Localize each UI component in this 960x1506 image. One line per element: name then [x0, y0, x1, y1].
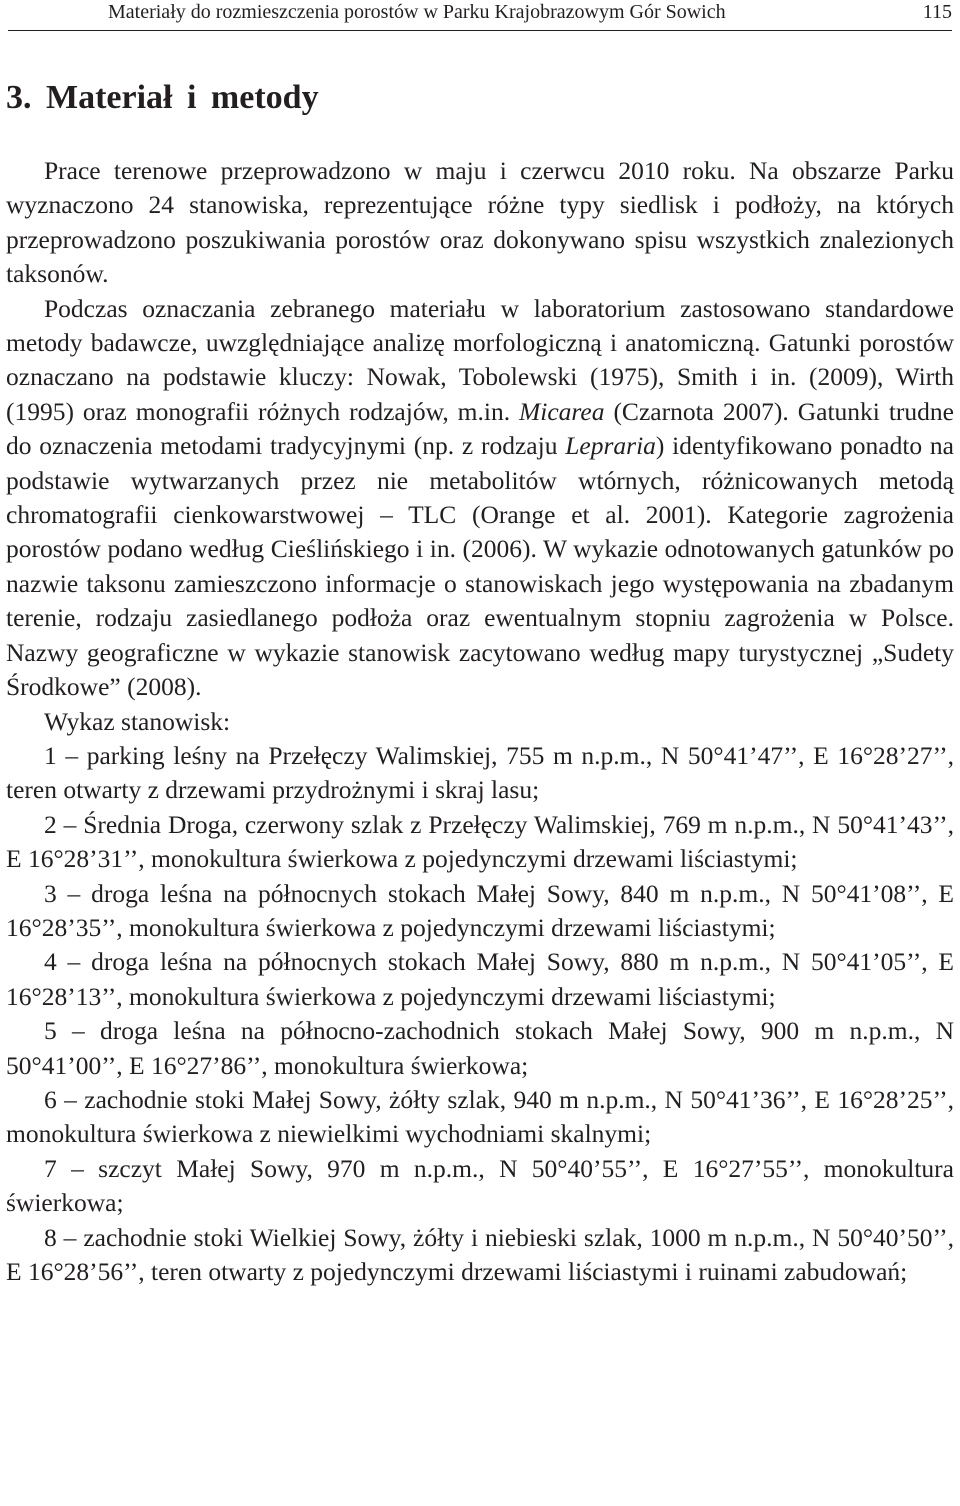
body-text	[6, 154, 954, 1289]
text-run: ) identyfikowano ponadto na podstawie wytwarzanych przez nie metabolitów wtórnych, różnicowanych metodą chromatografii cienkowarstwowej – TLC (Orange et al. 2001). Kategorie zagrożenia porostów podano według Cieślińskiego i in. (2006). W wykazie odnotowanych gatunków po nazwie taksonu zamieszczono informacje o stanowiskach jego występowania na zbadanym terenie, rodzaju zasiedlanego podłoża oraz ewentualnym stopniu zagrożenia w Polsce. Nazwy geograficzne w wykazie stanowisk zacytowano według mapy turystycznej „Sudety Środkowe” (2008).	[6, 431, 954, 702]
paragraph-fieldwork: Prace terenowe przeprowadzono w maju i czerwcu 2010 roku. Na obszarze Parku wyznaczono 24 stanowiska, reprezentujące różne typy siedlisk i podłoży, na których przeprowadzono poszukiwania porostów oraz dokonywano spisu wszystkich znalezionych taksonów.	[6, 156, 954, 289]
section-title: 3. Materiał i metody	[6, 79, 319, 116]
running-title: Materiały do rozmieszczenia porostów w Parku Krajobrazowym Gór Sowich	[108, 1, 726, 23]
page-number: 115	[922, 1, 952, 23]
text-run: (Czarnota 2007). Gatunki trudne do oznaczenia metodami tradycyjnymi (np. z rodzaju	[6, 396, 954, 461]
paragraph-lab-methods	[6, 292, 954, 705]
running-head	[8, 0, 952, 31]
text-run: Podczas oznaczania zebranego materiału w laboratorium zastosowano standardowe metody badawcze, uwzględniające analizę morfologiczną i anatomiczną. Gatunki porostów oznaczano na podstawie kluczy: Nowak, Tobolewski (1975), Smith i in. (2009), Wirth (1995) oraz monografii różnych rodzajów, m.in.	[6, 293, 954, 426]
sites-heading: Wykaz stanowisk:	[44, 706, 231, 736]
site-entry: 3 – droga leśna na północnych stokach Małej Sowy, 840 m n.p.m., N 50°41’08’’, E 16°28’35’’, monokultura świerkowa z pojedynczymi drzewami liściastymi;	[6, 878, 954, 942]
site-entry: 6 – zachodnie stoki Małej Sowy, żółty szlak, 940 m n.p.m., N 50°41’36’’, E 16°28’25’’, monokultura świerkowa z niewielkimi wychodniami skalnymi;	[6, 1084, 954, 1149]
site-entry: 2 – Średnia Droga, czerwony szlak z Przełęczy Walimskiej, 769 m n.p.m., N 50°41’43’’, E 16°28’31’’, monokultura świerkowa z pojedynczymi drzewami liściastymi;	[6, 809, 954, 874]
genus-name: Micarea	[519, 396, 605, 426]
site-entry: 1 – parking leśny na Przełęczy Walimskiej, 755 m n.p.m., N 50°41’47’’, E 16°28’27’’, teren otwarty z drzewami przydrożnymi i skraj lasu;	[6, 740, 954, 805]
site-entry: 7 – szczyt Małej Sowy, 970 m n.p.m., N 50°40’55’’, E 16°27’55’’, monokultura świerkowa;	[6, 1153, 954, 1218]
genus-name: Lepraria	[565, 431, 656, 461]
site-entry: 8 – zachodnie stoki Wielkiej Sowy, żółty i niebieski szlak, 1000 m n.p.m., N 50°40’50’’, E 16°28’56’’, teren otwarty z pojedynczymi drzewami liściastymi i ruinami zabudowań;	[6, 1222, 954, 1286]
site-entry: 4 – droga leśna na północnych stokach Małej Sowy, 880 m n.p.m., N 50°41’05’’, E 16°28’13’’, monokultura świerkowa z pojedynczymi drzewami liściastymi;	[6, 947, 954, 1011]
site-entry: 5 – droga leśna na północno-zachodnich stokach Małej Sowy, 900 m n.p.m., N 50°41’00’’, E 16°27’86’’, monokultura świerkowa;	[6, 1016, 954, 1080]
